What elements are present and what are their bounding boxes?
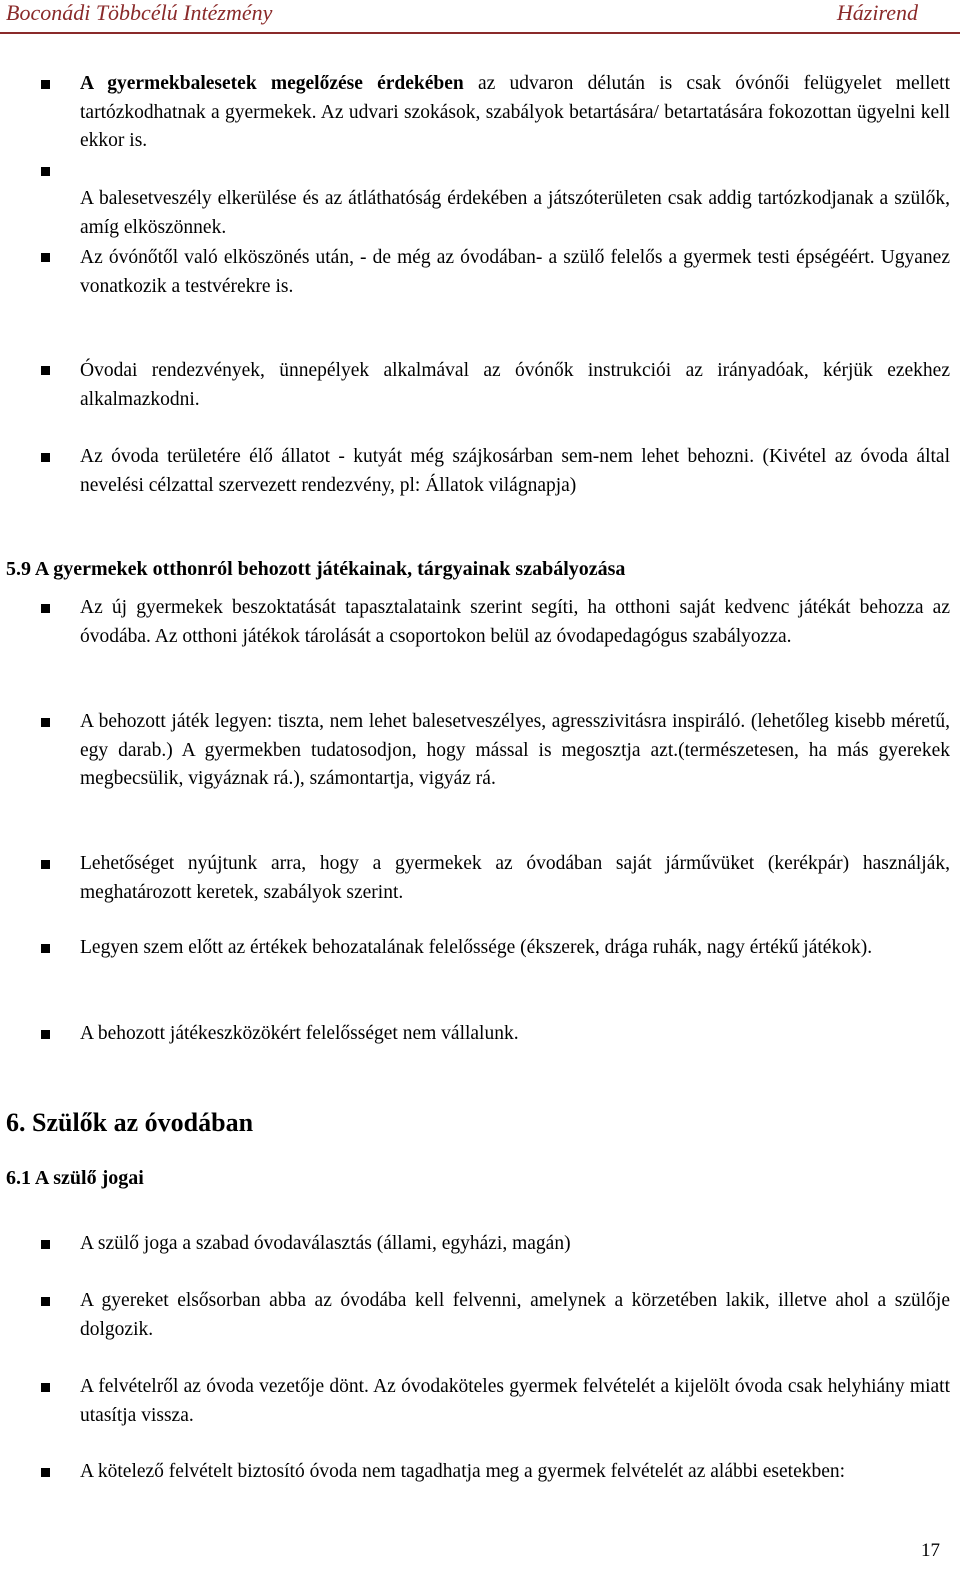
item-text: A kötelező felvételt biztosító óvoda nem tagadhatja meg a gyermek felvételét az alábbi esetekben: <box>80 1461 846 1482</box>
page-number: 17 <box>921 1540 940 1561</box>
list-item <box>80 1373 950 1430</box>
bullet-icon <box>41 718 50 727</box>
bullet-icon <box>41 944 50 953</box>
list-item <box>80 357 950 414</box>
bullet-icon <box>41 1468 50 1477</box>
bullet-icon <box>41 167 50 176</box>
item-text: Lehetőséget nyújtunk arra, hogy a gyermekek az óvodában saját járművüket (kerékpár) használják, meghatározott keretek, szabályok szerint. <box>80 853 950 903</box>
list-item <box>80 1020 950 1049</box>
bullet-icon <box>41 366 50 375</box>
item-text: A szülő joga a szabad óvodaválasztás (állami, egyházi, magán) <box>80 1233 571 1254</box>
item-text: az udvaron délután is csak óvónői felügyelet mellett tartózkodhatnak a gyermekek. Az udvari szokások, szabályok betartására/ betartatására fokozottan ügyelni kell ekkor is. <box>80 73 950 151</box>
list-item <box>80 1230 950 1259</box>
bullet-icon <box>41 604 50 613</box>
bullet-icon <box>41 1297 50 1306</box>
item-text: Az új gyermekek beszoktatását tapasztalataink szerint segíti, ha otthoni saját kedvenc játékát behozza az óvodába. Az otthoni játékok tárolását a csoportokon belül az óvodapedagógus szabályozza. <box>80 597 950 647</box>
item-text: A behozott játék legyen: tiszta, nem lehet balesetveszélyes, agresszivitásra inspiráló. (lehetőleg kisebb méretű, egy darab.) A gyermekben tudatosodjon, hogy mással is megosztja azt.(természetesen, ha más gyerekek megbecsülik, vigyáznak rá.), számontartja, vigyáz rá. <box>80 711 950 789</box>
item-text: A behozott játékeszközökért felelősséget nem vállalunk. <box>80 1023 519 1044</box>
list-item <box>80 244 950 301</box>
item-text: A gyereket elsősorban abba az óvodába kell felvenni, amelynek a körzetében lakik, illetve ahol a szülője dolgozik. <box>80 1290 950 1340</box>
item-text: A balesetveszély elkerülése és az átláthatóság érdekében a játszóterületen csak addig tartózkodjanak a szülők, amíg elköszönnek. <box>80 188 950 238</box>
list-item <box>80 708 950 794</box>
section-heading-6: 6. Szülők az óvodában <box>6 1108 254 1137</box>
item-text: A felvételről az óvoda vezetője dönt. Az óvodaköteles gyermek felvételét a kijelölt óvoda csak helyhiány miatt utasítja vissza. <box>80 1376 950 1426</box>
bullet-icon <box>41 860 50 869</box>
item-bold-lead: A gyermekbalesetek megelőzése érdekében <box>80 73 464 94</box>
bullet-icon <box>41 453 50 462</box>
section-heading-5-9: 5.9 A gyermekek otthonról behozott játékainak, tárgyainak szabályozása <box>6 558 626 580</box>
bullet-icon <box>41 253 50 262</box>
item-text: Óvodai rendezvények, ünnepélyek alkalmával az óvónők instrukciói az irányadóak, kérjük ezekhez alkalmazkodni. <box>80 360 950 410</box>
list-item <box>80 70 950 156</box>
page-header <box>0 0 960 34</box>
list-item <box>80 185 950 242</box>
item-text: Az óvoda területére élő állatot - kutyát még szájkosárban sem-nem lehet behozni. (Kivétel az óvoda által nevelési célzattal szervezett rendezvény, pl: Állatok világnapja) <box>80 446 950 496</box>
list-item <box>80 594 950 651</box>
list-item <box>80 443 950 500</box>
list-item <box>80 1458 950 1487</box>
list-item <box>80 934 950 963</box>
bullet-icon <box>41 1030 50 1039</box>
list-item <box>80 1287 950 1344</box>
item-text: Az óvónőtől való elköszönés után, - de még az óvodában- a szülő felelős a gyermek testi épségéért. Ugyanez vonatkozik a testvérekre is. <box>80 247 950 297</box>
section-heading-6-1: 6.1 A szülő jogai <box>6 1167 144 1189</box>
header-institution: Boconádi Többcélú Intézmény <box>6 0 273 25</box>
bullet-icon <box>41 1240 50 1249</box>
bullet-icon <box>41 1383 50 1392</box>
list-item <box>80 850 950 907</box>
item-text: Legyen szem előtt az értékek behozatalának felelőssége (ékszerek, drága ruhák, nagy értékű játékok). <box>80 937 873 958</box>
header-document-title: Házirend <box>836 0 918 25</box>
bullet-icon <box>41 80 50 89</box>
